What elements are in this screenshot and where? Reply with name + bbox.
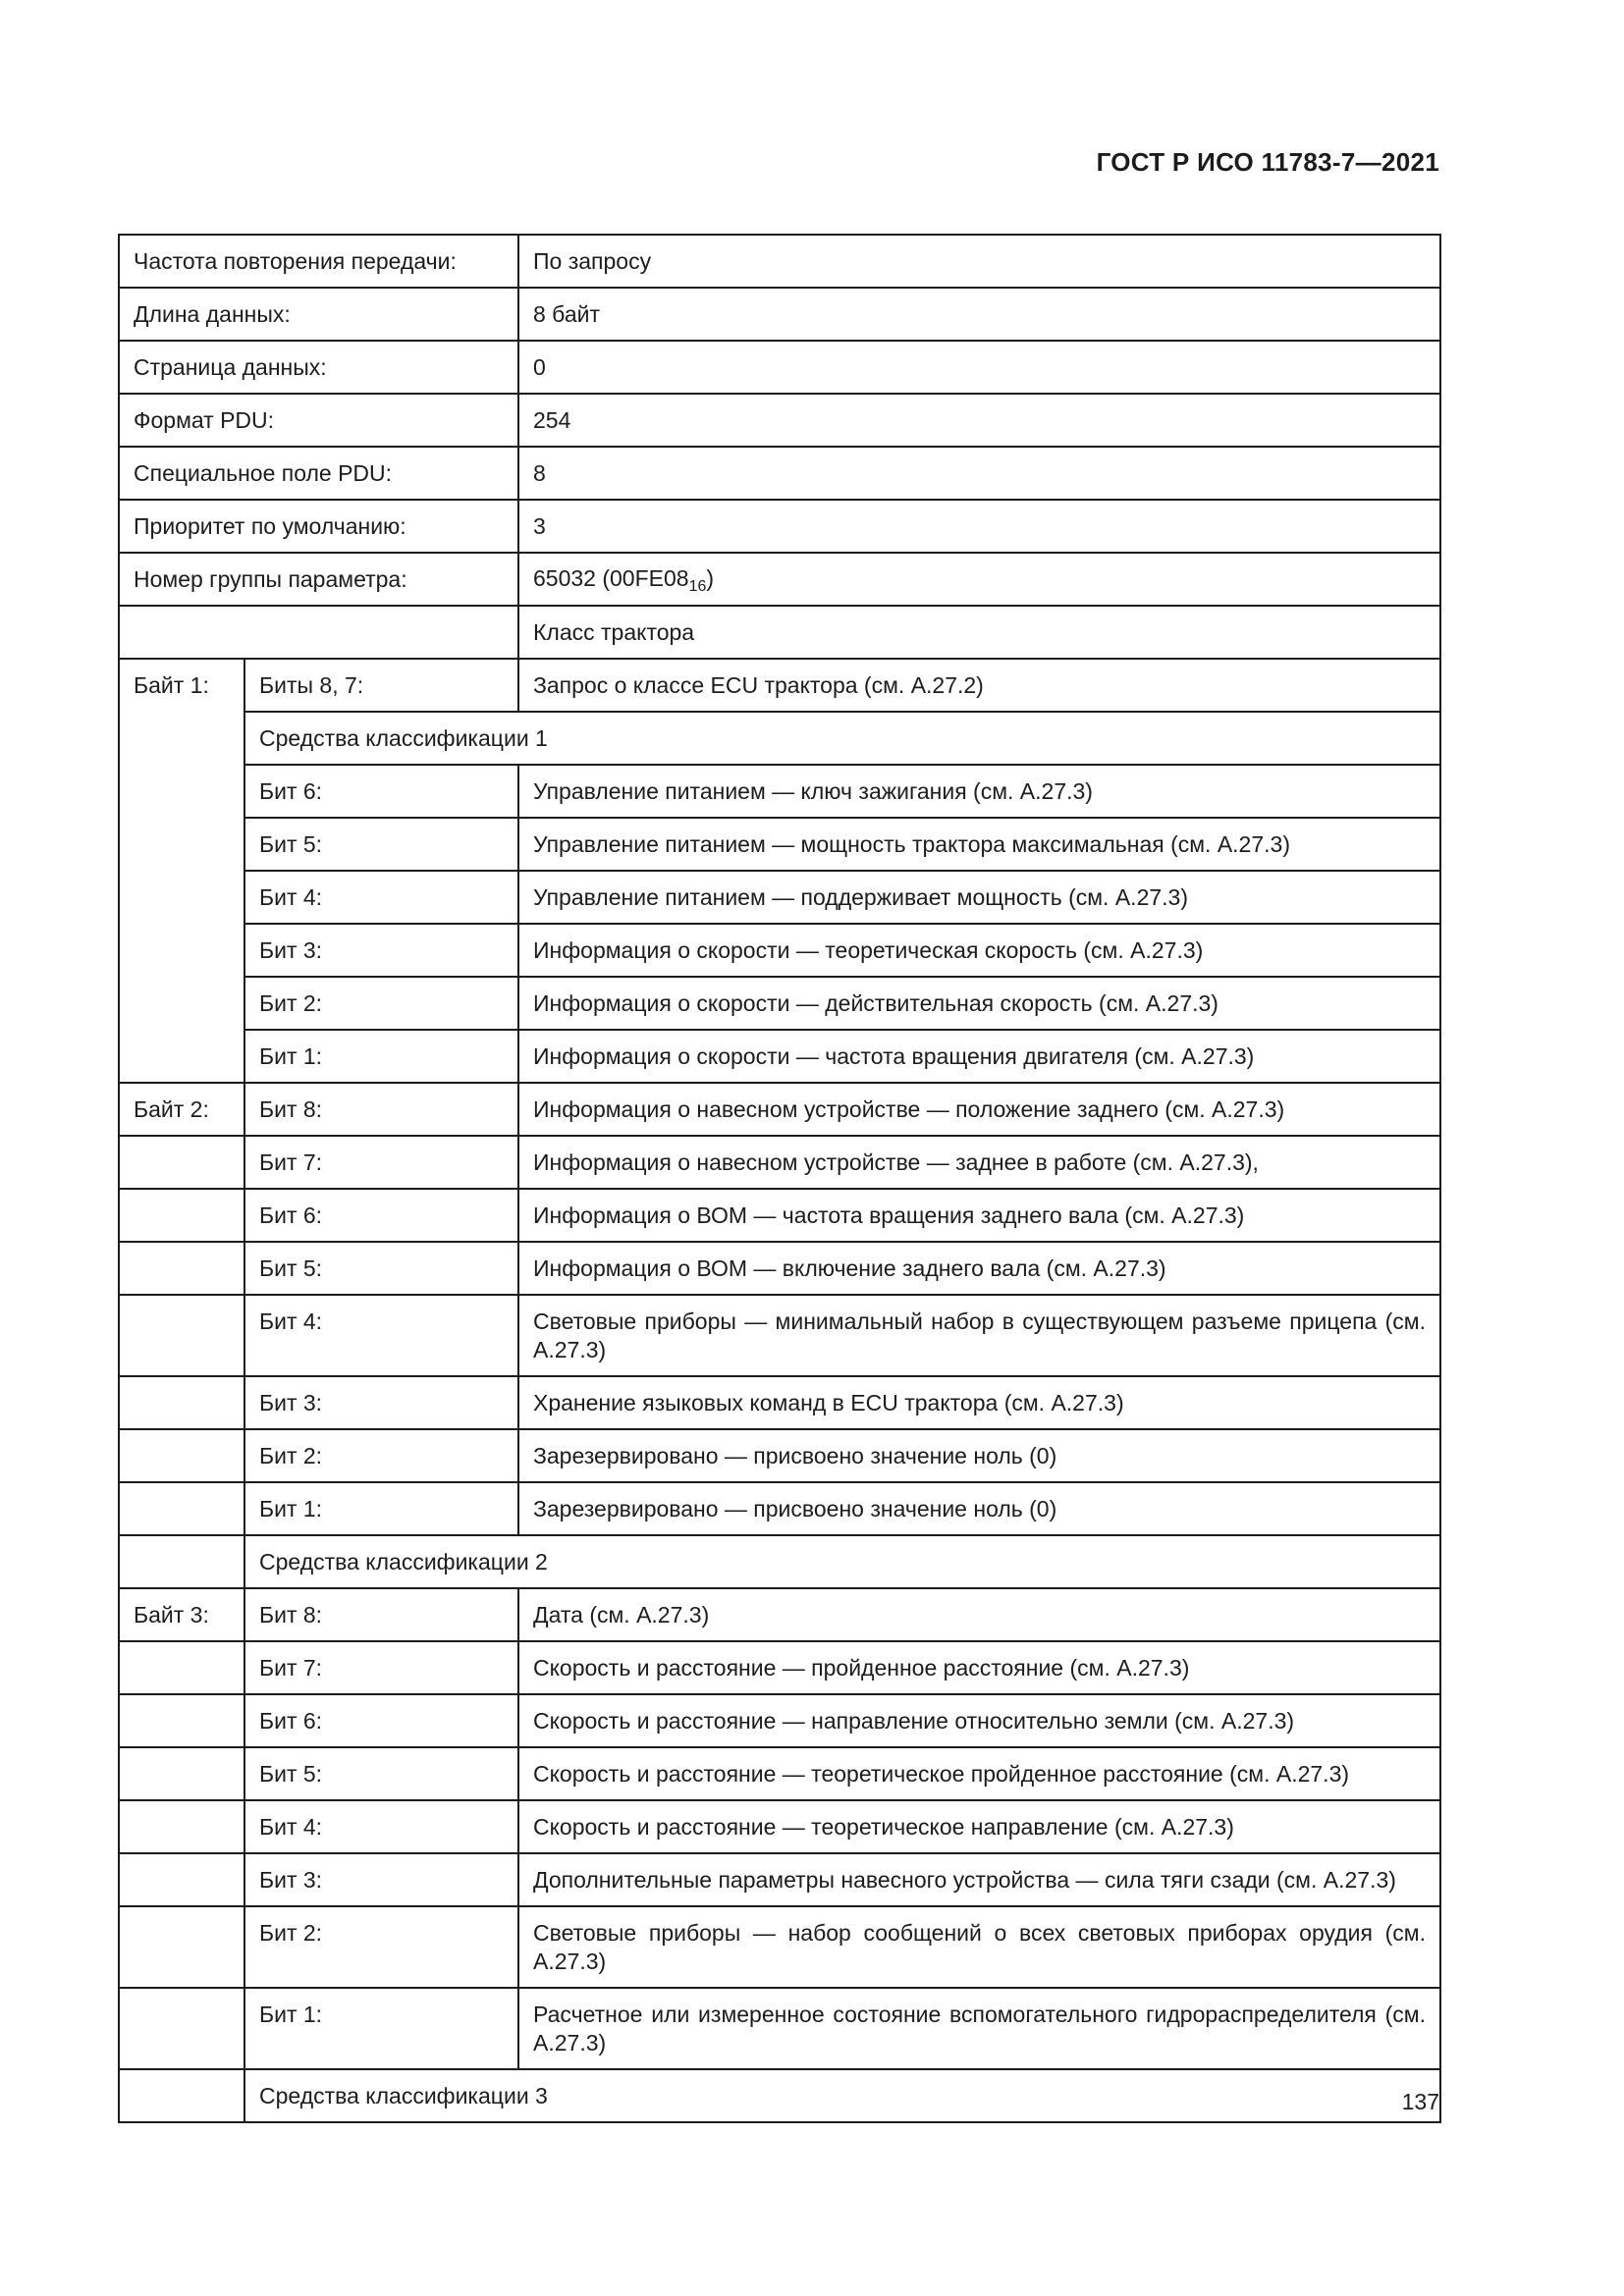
empty-cell [119, 1429, 244, 1482]
section-title: Средства классификации 2 [244, 1535, 1440, 1588]
param-label: Длина данных: [119, 288, 518, 341]
bit-description: Скорость и расстояние — пройденное расстояние (см. А.27.3) [518, 1641, 1440, 1694]
table-row [119, 1906, 1440, 1988]
table-row [119, 1694, 1440, 1747]
bit-description: Информация о навесном устройстве — заднее в работе (см. А.27.3), [518, 1136, 1440, 1189]
bit-label: Бит 7: [244, 1641, 518, 1694]
bit-description: Световые приборы — минимальный набор в существующем разъеме прицепа (см. А.27.3) [518, 1295, 1440, 1376]
table-row [119, 1429, 1440, 1482]
section-title: Средства классификации 3 [244, 2069, 1440, 2122]
table-row [119, 1588, 1440, 1641]
empty-cell [119, 1376, 244, 1429]
param-label: Частота повторения передачи: [119, 235, 518, 288]
pgn-label: Номер группы параметра: [119, 553, 518, 606]
parameter-table [118, 234, 1441, 2123]
bit-description: Информация о навесном устройстве — положение заднего (см. А.27.3) [518, 1083, 1440, 1136]
table-row [119, 1136, 1440, 1189]
table-row [119, 1189, 1440, 1242]
table-row [119, 1535, 1440, 1588]
table-row [119, 977, 1440, 1030]
document-header: ГОСТ Р ИСО 11783-7—2021 [1096, 147, 1439, 177]
byte-label: Байт 2: [119, 1083, 244, 1136]
bit-label: Бит 8: [244, 1083, 518, 1136]
table-row [119, 924, 1440, 977]
empty-cell [119, 1641, 244, 1694]
table-row [119, 1853, 1440, 1906]
bit-label: Бит 4: [244, 1295, 518, 1376]
bit-description: Скорость и расстояние — теоретическое пройденное расстояние (см. А.27.3) [518, 1747, 1440, 1800]
table-row [119, 1295, 1440, 1376]
bit-label: Бит 7: [244, 1136, 518, 1189]
bit-description: Информация о скорости — частота вращения двигателя (см. А.27.3) [518, 1030, 1440, 1083]
param-label: Формат PDU: [119, 394, 518, 447]
table-row [119, 712, 1440, 765]
empty-cell [119, 1988, 244, 2069]
table-row [119, 1482, 1440, 1535]
empty-cell [119, 1295, 244, 1376]
pgn-value [518, 553, 1440, 606]
bit-label: Биты 8, 7: [244, 659, 518, 712]
bit-description: Дата (см. А.27.3) [518, 1588, 1440, 1641]
table-row [119, 1641, 1440, 1694]
bit-label: Бит 2: [244, 1906, 518, 1988]
bit-label: Бит 6: [244, 1189, 518, 1242]
table-row [119, 765, 1440, 818]
bit-label: Бит 5: [244, 1242, 518, 1295]
bit-label: Бит 4: [244, 871, 518, 924]
bit-label: Бит 3: [244, 1853, 518, 1906]
empty-cell [119, 1136, 244, 1189]
table-row [119, 553, 1440, 606]
bit-label: Бит 1: [244, 1988, 518, 2069]
bit-label: Бит 2: [244, 1429, 518, 1482]
bit-description: Управление питанием — мощность трактора максимальная (см. А.27.3) [518, 818, 1440, 871]
bit-label: Бит 5: [244, 818, 518, 871]
page-number: 137 [1401, 2089, 1439, 2114]
empty-cell [119, 1694, 244, 1747]
param-label: Приоритет по умолчанию: [119, 500, 518, 553]
table-row [119, 1242, 1440, 1295]
table-row [119, 1747, 1440, 1800]
class-title: Класс трактора [518, 606, 1440, 659]
empty-cell [119, 1242, 244, 1295]
bit-label: Бит 1: [244, 1030, 518, 1083]
bit-description: Скорость и расстояние — направление относительно земли (см. А.27.3) [518, 1694, 1440, 1747]
byte-label: Байт 3: [119, 1588, 244, 1641]
bit-label: Бит 8: [244, 1588, 518, 1641]
table-row [119, 341, 1440, 394]
table-row [119, 235, 1440, 288]
empty-cell [119, 1853, 244, 1906]
empty-cell [119, 1189, 244, 1242]
bit-label: Бит 3: [244, 1376, 518, 1429]
param-value: 3 [518, 500, 1440, 553]
pgn-subscript: 16 [688, 578, 707, 595]
param-label: Специальное поле PDU: [119, 447, 518, 500]
table-row [119, 500, 1440, 553]
table-row [119, 447, 1440, 500]
bit-description: Зарезервировано — присвоено значение ноль (0) [518, 1482, 1440, 1535]
bit-description: Управление питанием — поддерживает мощность (см. А.27.3) [518, 871, 1440, 924]
bit-description: Световые приборы — набор сообщений о всех световых приборах орудия (см. А.27.3) [518, 1906, 1440, 1988]
bit-description: Дополнительные параметры навесного устройства — сила тяги сзади (см. А.27.3) [518, 1853, 1440, 1906]
param-value: 8 [518, 447, 1440, 500]
param-value: 8 байт [518, 288, 1440, 341]
param-value: По запросу [518, 235, 1440, 288]
bit-description: Информация о скорости — действительная скорость (см. А.27.3) [518, 977, 1440, 1030]
pgn-suffix: ) [706, 565, 715, 591]
table-row [119, 1800, 1440, 1853]
table-row [119, 818, 1440, 871]
table-row [119, 1083, 1440, 1136]
bit-description: Информация о ВОМ — включение заднего вала (см. А.27.3) [518, 1242, 1440, 1295]
byte-label: Байт 1: [119, 659, 244, 1083]
pgn-number: 65032 (00FE08 [533, 565, 689, 591]
table-row [119, 606, 1440, 659]
param-value: 0 [518, 341, 1440, 394]
table-row [119, 871, 1440, 924]
table-row [119, 394, 1440, 447]
table-row [119, 1376, 1440, 1429]
section-title: Средства классификации 1 [244, 712, 1440, 765]
bit-label: Бит 1: [244, 1482, 518, 1535]
bit-description: Хранение языковых команд в ECU трактора (см. А.27.3) [518, 1376, 1440, 1429]
table-row [119, 1030, 1440, 1083]
table-row [119, 288, 1440, 341]
empty-cell [119, 1906, 244, 1988]
bit-label: Бит 4: [244, 1800, 518, 1853]
empty-cell [119, 1747, 244, 1800]
bit-description: Зарезервировано — присвоено значение ноль (0) [518, 1429, 1440, 1482]
bit-label: Бит 6: [244, 765, 518, 818]
bit-label: Бит 5: [244, 1747, 518, 1800]
bit-description: Информация о ВОМ — частота вращения заднего вала (см. А.27.3) [518, 1189, 1440, 1242]
empty-cell [119, 1800, 244, 1853]
bit-description: Информация о скорости — теоретическая скорость (см. А.27.3) [518, 924, 1440, 977]
bit-description: Управление питанием — ключ зажигания (см. А.27.3) [518, 765, 1440, 818]
bit-label: Бит 6: [244, 1694, 518, 1747]
param-value: 254 [518, 394, 1440, 447]
bit-label: Бит 3: [244, 924, 518, 977]
empty-cell [119, 606, 518, 659]
param-label: Страница данных: [119, 341, 518, 394]
empty-cell [119, 1535, 244, 1588]
bit-description: Скорость и расстояние — теоретическое направление (см. А.27.3) [518, 1800, 1440, 1853]
empty-cell [119, 1482, 244, 1535]
bit-description: Расчетное или измеренное состояние вспомогательного гидрораспределителя (см. А.27.3) [518, 1988, 1440, 2069]
table-row [119, 1988, 1440, 2069]
bit-description: Запрос о классе ECU трактора (см. А.27.2) [518, 659, 1440, 712]
table-row [119, 659, 1440, 712]
bit-label: Бит 2: [244, 977, 518, 1030]
